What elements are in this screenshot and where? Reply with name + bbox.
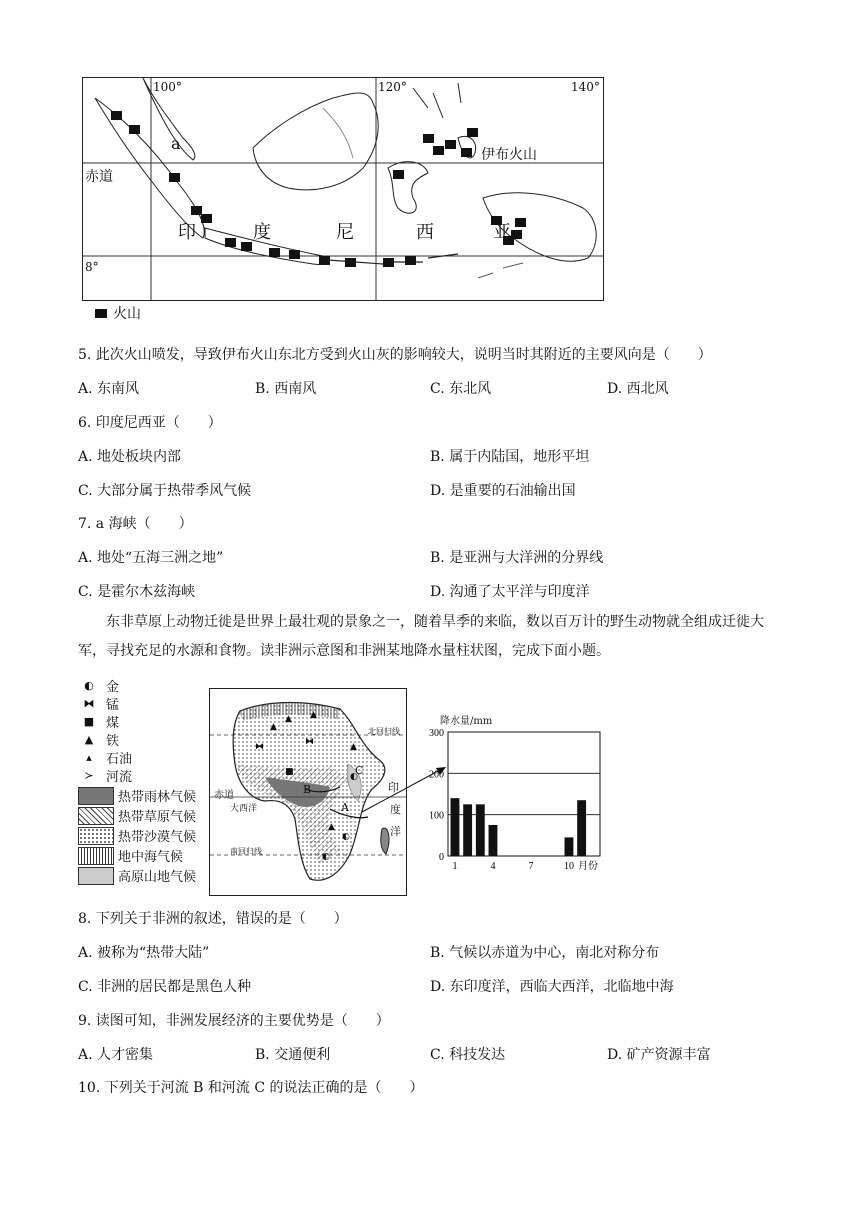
q8-option-b[interactable]: B. 气候以赤道为中心，南北对称分布: [430, 945, 660, 961]
precip-bar: [463, 804, 472, 856]
gold-icon: ◐: [84, 679, 94, 692]
country-char: 度: [253, 222, 271, 243]
north-tropic-label: 北回归线: [368, 727, 400, 736]
map1-legend-label: 火山: [113, 306, 141, 322]
y-tick-label: 100: [429, 810, 444, 822]
chart-xlabel: 月份: [578, 861, 598, 872]
svg-text:▲: ▲: [310, 710, 317, 720]
q5-option-c[interactable]: C. 东北风: [430, 381, 492, 397]
x-tick-label: 10: [563, 861, 574, 872]
south-tropic-label: 南回归线: [230, 847, 262, 856]
precip-bar: [565, 837, 574, 856]
q6-option-a[interactable]: A. 地处板块内部: [78, 449, 182, 465]
indian-ocean-char: 印: [388, 781, 399, 794]
q6-option-d[interactable]: D. 是重要的石油输出国: [430, 483, 576, 499]
q9-option-a[interactable]: A. 人才密集: [78, 1047, 154, 1063]
country-char: 尼: [336, 222, 354, 243]
legend-savanna: 热带草原气候: [78, 806, 196, 825]
strait-label: a: [171, 134, 181, 153]
river-icon: ≻: [84, 769, 94, 782]
legend-manganese: ⧓ 锰: [78, 694, 119, 713]
highland-swatch: [78, 867, 114, 885]
x-tick-label: 7: [528, 861, 534, 872]
precip-bar: [577, 800, 586, 856]
volcano-icon: [95, 309, 107, 318]
legend-mediterranean: 地中海气候: [78, 846, 183, 865]
precip-chart-svg: [410, 708, 610, 883]
q9-option-b[interactable]: B. 交通便利: [255, 1047, 331, 1063]
y-tick-label: 300: [429, 728, 444, 739]
svg-text:▲: ▲: [350, 742, 357, 752]
oil-icon: ▴: [86, 751, 92, 764]
passage: 东非草原上动物迁徙是世界上最壮观的景象之一，随着旱季的来临，数以百万计的野生动物就全组成迁徙大军，寻找充足的水源和食物。读非洲示意图和非洲某地降水量柱状图，完成下面小题。: [78, 614, 764, 659]
legend-oil: ▴ 石油: [78, 748, 132, 767]
svg-text:⧓: ⧓: [305, 737, 314, 747]
y-tick-label: 200: [429, 769, 444, 781]
manganese-icon: ⧓: [83, 697, 95, 710]
legend-rainforest: 热带雨林气候: [78, 786, 196, 805]
iron-icon: ▲: [84, 733, 94, 746]
indonesia-map: [82, 77, 604, 301]
indian-ocean-char: 度: [390, 803, 401, 816]
q9-option-d[interactable]: D. 矿产资源丰富: [607, 1047, 711, 1063]
q6-option-c[interactable]: C. 大部分属于热带季风气候: [78, 483, 252, 499]
equator-label: 赤道: [85, 169, 113, 185]
legend-river: ≻ 河流: [78, 766, 132, 785]
precip-chart: [410, 708, 610, 883]
atlantic-label: 大西洋: [230, 804, 258, 814]
q8-stem: 8. 下列关于非洲的叙述，错误的是（ ）: [78, 911, 348, 927]
q7-stem: 7. a 海峡（ ）: [78, 516, 193, 532]
q5-option-d[interactable]: D. 西北风: [607, 381, 669, 397]
x-tick-label: 4: [490, 861, 496, 872]
q5-option-b[interactable]: B. 西南风: [255, 381, 317, 397]
svg-text:▲: ▲: [285, 714, 292, 724]
country-char: 西: [416, 222, 434, 243]
q9-stem: 9. 读图可知，非洲发展经济的主要优势是（ ）: [78, 1013, 390, 1029]
lon-label-100: 100°: [153, 80, 182, 94]
precip-bar: [489, 825, 498, 856]
q8-option-c[interactable]: C. 非洲的居民都是黑色人种: [78, 979, 252, 995]
chart-ylabel: 降水量/mm: [440, 716, 493, 727]
desert-swatch: [78, 827, 114, 845]
q6-stem: 6. 印度尼西亚（ ）: [78, 415, 222, 431]
q7-option-d[interactable]: D. 沟通了太平洋与印度洋: [430, 584, 590, 600]
indonesia-map-drawing: [83, 78, 603, 300]
legend-iron: ▲ 铁: [78, 730, 119, 749]
river-b-label: B: [303, 783, 312, 796]
coal-icon: ■: [83, 715, 95, 728]
precip-bar: [476, 804, 485, 856]
lon-label-140: 140°: [571, 80, 600, 94]
legend-coal: ■ 煤: [78, 712, 119, 731]
savanna-swatch: [78, 807, 114, 825]
lon-label-120: 120°: [378, 80, 407, 94]
svg-text:◐: ◐: [350, 772, 358, 782]
q10-stem: 10. 下列关于河流 B 和河流 C 的说法正确的是（ ）: [78, 1080, 424, 1096]
q5-stem: 5. 此次火山喷发，导致伊布火山东北方受到火山灰的影响较大，说明当时其附近的主要风向是（ ）: [78, 347, 712, 363]
rainforest-swatch: [78, 787, 114, 805]
indian-ocean-char: 洋: [390, 825, 401, 838]
x-tick-label: 1: [452, 861, 458, 872]
q9-option-c[interactable]: C. 科技发达: [430, 1047, 506, 1063]
legend-desert: 热带沙漠气候: [78, 826, 196, 845]
africa-equator-label: 赤道: [214, 790, 234, 801]
mediterranean-swatch: [78, 847, 114, 865]
svg-text:▲: ▲: [270, 722, 277, 732]
country-char: 亚: [493, 222, 511, 243]
q7-option-c[interactable]: C. 是霍尔木兹海峡: [78, 584, 196, 600]
river-a-label: A: [341, 801, 349, 814]
svg-text:▲: ▲: [328, 822, 335, 832]
q7-option-a[interactable]: A. 地处“五海三洲之地”: [78, 550, 224, 566]
volcano-name-label: 伊布火山: [481, 147, 537, 163]
lat8-label: 8°: [85, 260, 99, 274]
svg-text:⧓: ⧓: [255, 742, 264, 752]
q6-option-b[interactable]: B. 属于内陆国，地形平坦: [430, 449, 590, 465]
svg-text:◐: ◐: [342, 832, 350, 842]
q8-option-a[interactable]: A. 被称为“热带大陆”: [78, 945, 210, 961]
q5-option-a[interactable]: A. 东南风: [78, 381, 140, 397]
svg-text:◐: ◐: [322, 852, 330, 862]
map1-legend: [95, 303, 141, 323]
river-c-label: C: [355, 764, 364, 777]
q7-option-b[interactable]: B. 是亚洲与大洋洲的分界线: [430, 550, 604, 566]
svg-text:■: ■: [285, 767, 294, 777]
y-tick-label: 0: [439, 852, 444, 863]
country-char: 印: [178, 222, 196, 243]
q8-option-d[interactable]: D. 东印度洋，西临大西洋，北临地中海: [430, 979, 674, 995]
legend-gold: ◐ 金: [78, 676, 119, 695]
precip-bar: [451, 798, 460, 856]
legend-highland: 高原山地气候: [78, 866, 196, 885]
